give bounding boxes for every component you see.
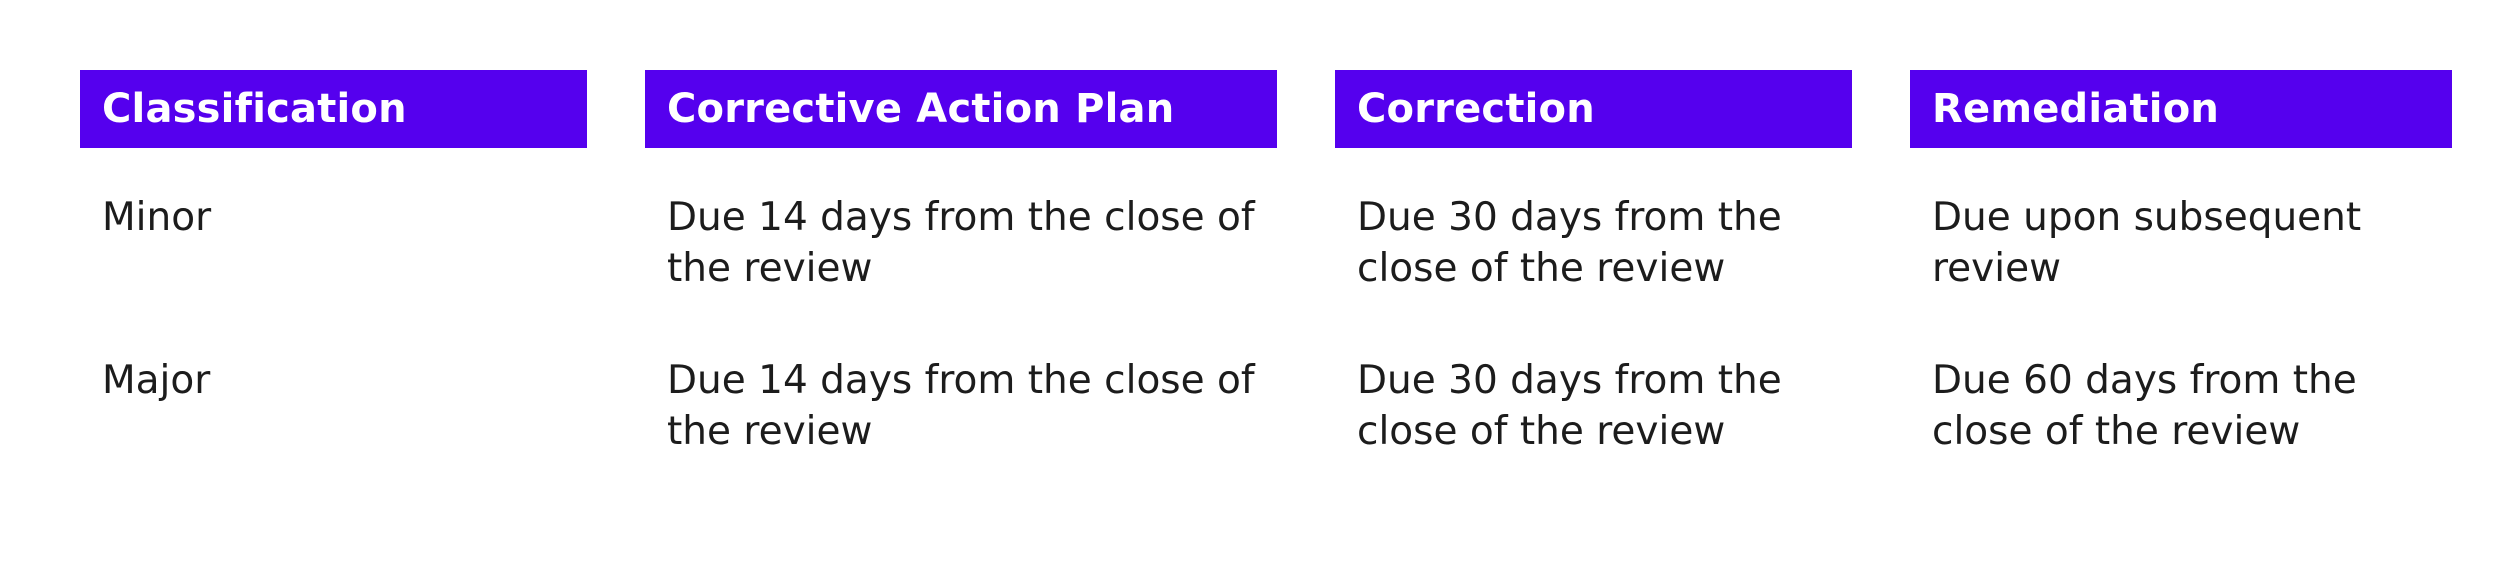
- column-header-label: Classification: [102, 86, 407, 132]
- cell-correction: Due 30 days from the close of the review: [1357, 195, 1782, 291]
- column-header-correction: [1335, 70, 1852, 148]
- table-row: [1910, 148, 2452, 294]
- table-row: [645, 294, 1277, 457]
- table-grid: [80, 70, 2500, 458]
- cell-corrective-action-plan: Due 14 days from the close of the review: [667, 358, 1255, 455]
- table-row: [1335, 294, 1852, 457]
- cell-remediation: Due 60 days from the close of the review: [1932, 358, 2357, 455]
- table-row: [1910, 294, 2452, 457]
- column-header-corrective-action-plan: [645, 70, 1277, 148]
- table-row: [80, 294, 587, 457]
- column-header-label: Remediation: [1932, 86, 2220, 132]
- table-row: [645, 148, 1277, 294]
- column-header-remediation: [1910, 70, 2452, 148]
- table-row: [1335, 148, 1852, 294]
- column-header-label: Correction: [1357, 86, 1595, 132]
- table-row: [80, 148, 587, 294]
- cell-remediation: Due upon subsequent review: [1932, 195, 2362, 291]
- cell-corrective-action-plan: Due 14 days from the close of the review: [667, 195, 1255, 291]
- cell-classification: Minor: [102, 195, 212, 240]
- column-header-classification: [80, 70, 587, 148]
- column-header-label: Corrective Action Plan: [667, 86, 1175, 132]
- cell-classification: Major: [102, 358, 211, 404]
- cell-correction: Due 30 days from the close of the review: [1357, 358, 1782, 455]
